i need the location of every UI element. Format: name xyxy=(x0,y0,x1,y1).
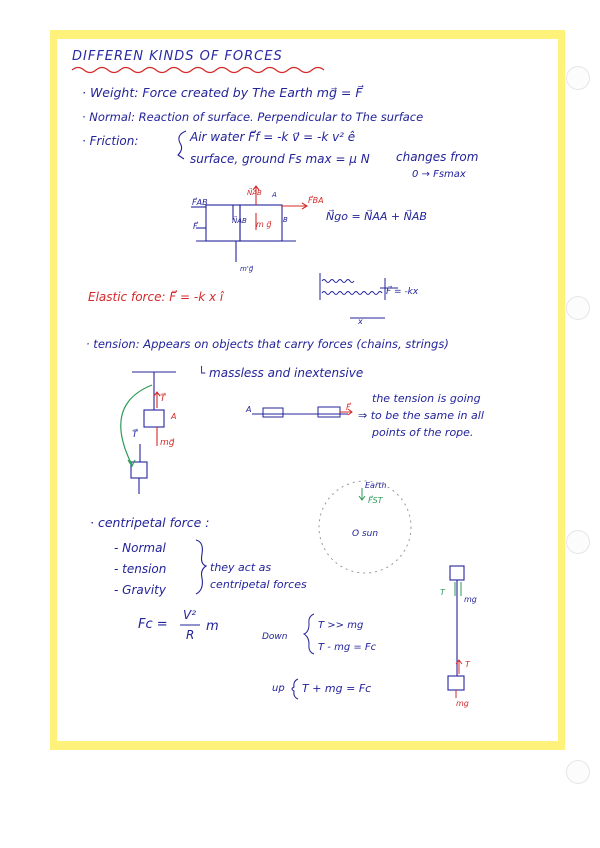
bottom-weight-label: m'g⃗ xyxy=(240,265,254,273)
elastic-definition: Elastic force: F⃗ = -k x î xyxy=(88,290,224,304)
formula-left: Fc = xyxy=(138,617,168,632)
centripetal-act-line1: they act as xyxy=(210,561,272,574)
elastic-force-label: F⃗ = -kx xyxy=(386,287,419,297)
pendulum-top-arrows xyxy=(455,582,461,596)
rope-block-a-label: A xyxy=(246,405,252,414)
tension-note-line1: the tension is going xyxy=(372,392,481,405)
pendulum-bottom-mg-label: mg xyxy=(456,699,469,708)
normal-equation: N⃗go = N⃗AA + N⃗AB xyxy=(326,210,427,223)
force-ba-label: F⃗BA xyxy=(308,196,324,205)
applied-force-label: F⃗ xyxy=(193,222,198,231)
hanging-a-label: A xyxy=(171,412,177,421)
hanging-mass-diagram xyxy=(131,372,176,494)
page-title: DIFFEREN KINDS OF FORCES xyxy=(72,49,283,64)
orbit-path xyxy=(319,481,411,573)
formula-mass: m xyxy=(206,619,219,634)
earth-label: Earth xyxy=(365,481,387,490)
down-brace xyxy=(304,614,314,654)
friction-air: Air water F⃗f = -k v⃗ = -k v² ê xyxy=(190,130,356,144)
block-b-label: B xyxy=(283,216,288,224)
title-underline xyxy=(72,68,324,73)
friction-brace xyxy=(178,131,186,159)
force-ab-label: F⃗AB xyxy=(192,198,208,207)
friction-changes: changes from xyxy=(396,150,479,164)
rope-force-label: F⃗ xyxy=(346,403,351,412)
pendulum-top-mg-label: mg xyxy=(464,595,477,604)
tension-subnote: └ massless and inextensive xyxy=(198,366,364,380)
centripetal-item: - Gravity xyxy=(114,583,166,597)
friction-range: 0 → Fsmax xyxy=(412,169,466,180)
down-condition-2: T - mg = Fc xyxy=(318,642,377,653)
hanging-lower-tension-label: T⃗ xyxy=(132,430,138,440)
pendulum-diagram xyxy=(448,566,464,690)
pendulum-bottom-tension-label: T xyxy=(465,660,470,669)
formula-denominator: R xyxy=(186,628,195,642)
elastic-x-label: x xyxy=(358,317,363,326)
tension-definition: · tension: Appears on objects that carry forces (chains, strings) xyxy=(86,337,449,351)
friction-surface: surface, ground Fs max = μ N xyxy=(190,152,370,166)
friction-label: · Friction: xyxy=(82,134,139,148)
sun-label: O sun xyxy=(352,529,379,539)
weight-definition: · Weight: Force created by The Earth mg⃗ = F⃗ xyxy=(82,85,363,100)
sun-earth-force-label: F⃗ST xyxy=(368,496,383,505)
down-condition-1: T >> mg xyxy=(318,620,364,631)
hanging-mg-label: mg⃗ xyxy=(160,438,175,448)
centripetal-act-line2: centripetal forces xyxy=(210,578,307,591)
block-diagram xyxy=(191,205,296,262)
normal-ab-up-label: N⃗AB xyxy=(247,189,262,197)
block-diagram-red xyxy=(253,186,307,230)
hanging-mass-red xyxy=(154,392,160,446)
formula-numerator: V² xyxy=(183,608,197,622)
tension-note-line3: points of the rope. xyxy=(372,426,474,439)
centripetal-item: - Normal xyxy=(114,541,166,555)
spring-diagram xyxy=(320,273,398,318)
normal-ab-label: N⃗AB xyxy=(232,217,247,225)
tension-note-line2: ⇒ to be the same in all xyxy=(358,409,484,422)
swing-arrow xyxy=(121,385,152,465)
up-label: up xyxy=(272,683,285,694)
block-mg-label: m g⃗ xyxy=(256,220,272,229)
rope-diagram xyxy=(252,407,348,417)
normal-definition: · Normal: Reaction of surface. Perpendicular to The surface xyxy=(82,110,424,124)
centripetal-brace xyxy=(196,540,206,594)
up-condition: T + mg = Fc xyxy=(302,682,372,695)
centripetal-item: - tension xyxy=(114,562,167,576)
up-brace xyxy=(292,679,298,699)
centripetal-title: · centripetal force : xyxy=(90,515,210,530)
down-label: Down xyxy=(262,632,288,642)
earth-force-arrow xyxy=(359,488,365,500)
hanging-tension-label: T⃗ xyxy=(160,394,166,404)
pendulum-top-tension-label: T xyxy=(440,588,445,597)
block-a-label: A xyxy=(272,191,277,199)
